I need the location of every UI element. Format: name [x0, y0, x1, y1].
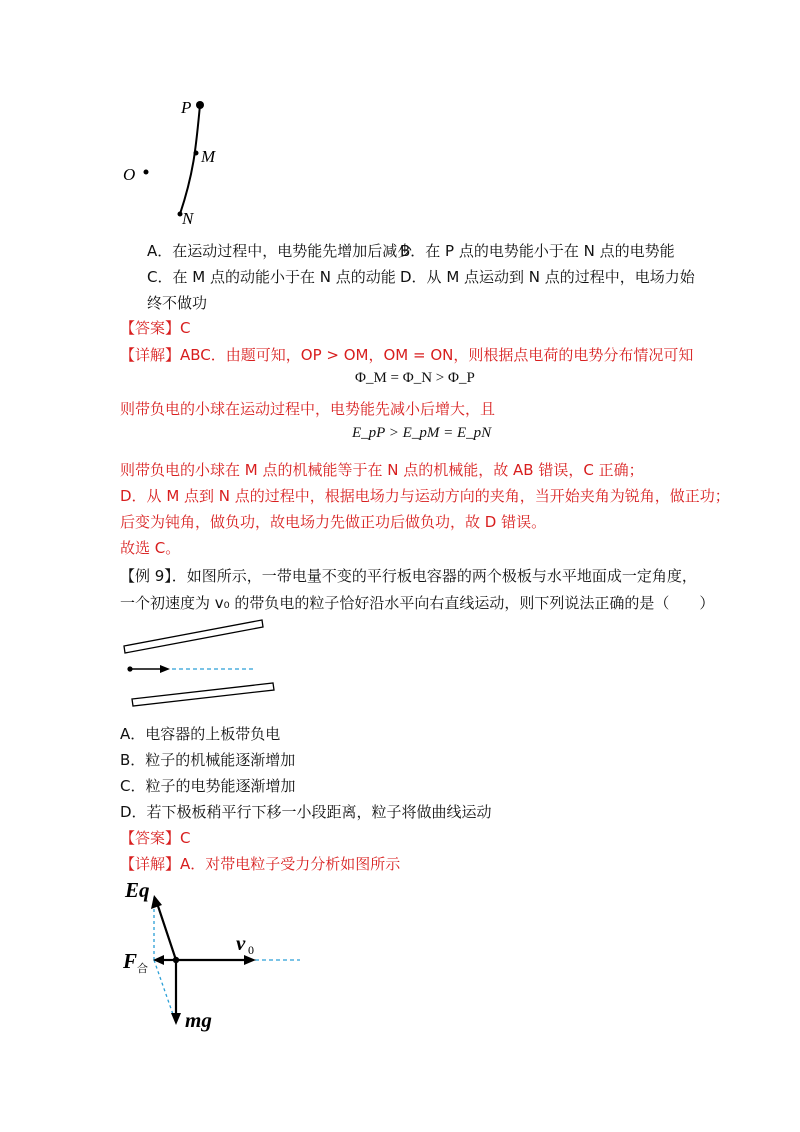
capacitor-figure [120, 615, 280, 705]
q8-option-b: B．在 P 点的电势能小于在 N 点的电势能 [400, 242, 675, 260]
detail-8-line-1: 【详解】ABC．由题可知，OP > OM，OM = ON，则根据点电荷的电势分布情况可知 [120, 346, 694, 364]
label-eq: Eq [125, 878, 150, 902]
q9-option-d: D．若下极板稍平行下移一小段距离，粒子将做曲线运动 [120, 803, 492, 821]
formula-energies: E_pP > E_pM = E_pN [352, 425, 492, 441]
upper-plate [124, 620, 263, 653]
trajectory-curve [180, 105, 200, 214]
q8-option-d: D．从 M 点运动到 N 点的过程中，电场力始 [400, 268, 695, 286]
detail-8-line-4: D．从 M 点到 N 点的过程中，根据电场力与运动方向的夹角，当开始夹角为锐角，做正功； [120, 487, 730, 505]
lower-plate [132, 683, 274, 706]
point-M [194, 151, 199, 156]
q8-option-d-cont: 终不做功 [147, 294, 208, 312]
detail-8-line-3: 则带负电的小球在 M 点的机械能等于在 N 点的机械能，故 AB 错误，C 正确； [120, 461, 644, 479]
label-N: N [182, 209, 194, 228]
eq-arrowhead [151, 895, 162, 909]
trajectory-figure [110, 92, 240, 232]
formula-potentials: Φ_M = Φ_N > Φ_P [355, 370, 475, 386]
answer-label-8: 【答案】C [120, 319, 191, 337]
answer-label-9: 【答案】C [120, 829, 191, 847]
detail-9-line-1: 【详解】A．对带电粒子受力分析如图所示 [120, 855, 401, 873]
detail-8-line-5: 后变为钝角，做负功，故电场力先做正功后做负功，故 D 错误。 [120, 513, 547, 531]
q9-stem-line-2: 一个初速度为 v₀ 的带负电的粒子恰好沿水平向右直线运动，则下列说法正确的是（ ） [120, 594, 715, 612]
eq-force-arrow [157, 903, 176, 960]
label-P: P [181, 98, 192, 117]
q9-option-b: B．粒子的机械能逐渐增加 [120, 751, 296, 769]
net-force-arrowhead [153, 955, 164, 965]
label-M: M [201, 147, 216, 166]
label-v0: v [236, 931, 246, 955]
point-P [196, 101, 204, 109]
label-O: O [123, 165, 136, 184]
detail-8-line-2: 则带负电的小球在运动过程中，电势能先减小后增大，且 [120, 400, 496, 418]
q9-option-c: C．粒子的电势能逐渐增加 [120, 777, 296, 795]
q8-option-c: C．在 M 点的动能小于在 N 点的动能 [147, 268, 396, 286]
detail-8-line-6: 故选 C。 [120, 539, 181, 557]
mg-arrowhead [171, 1013, 181, 1025]
label-v0-subscript: 0 [248, 943, 254, 957]
label-f-net-subscript: 合 [137, 962, 148, 975]
velocity-arrowhead [160, 665, 170, 673]
label-f-net: F [123, 949, 138, 973]
point-O [144, 170, 149, 175]
particle-dot [173, 957, 179, 963]
q9-stem-line-1: 【例 9】．如图所示，一带电量不变的平行板电容器的两个极板与水平地面成一定角度， [120, 567, 697, 585]
q9-option-a: A．电容器的上板带负电 [120, 725, 281, 743]
force-diagram [115, 875, 315, 1035]
label-mg: mg [185, 1008, 212, 1032]
q8-option-a: A．在运动过程中，电势能先增加后减少 [147, 242, 413, 260]
